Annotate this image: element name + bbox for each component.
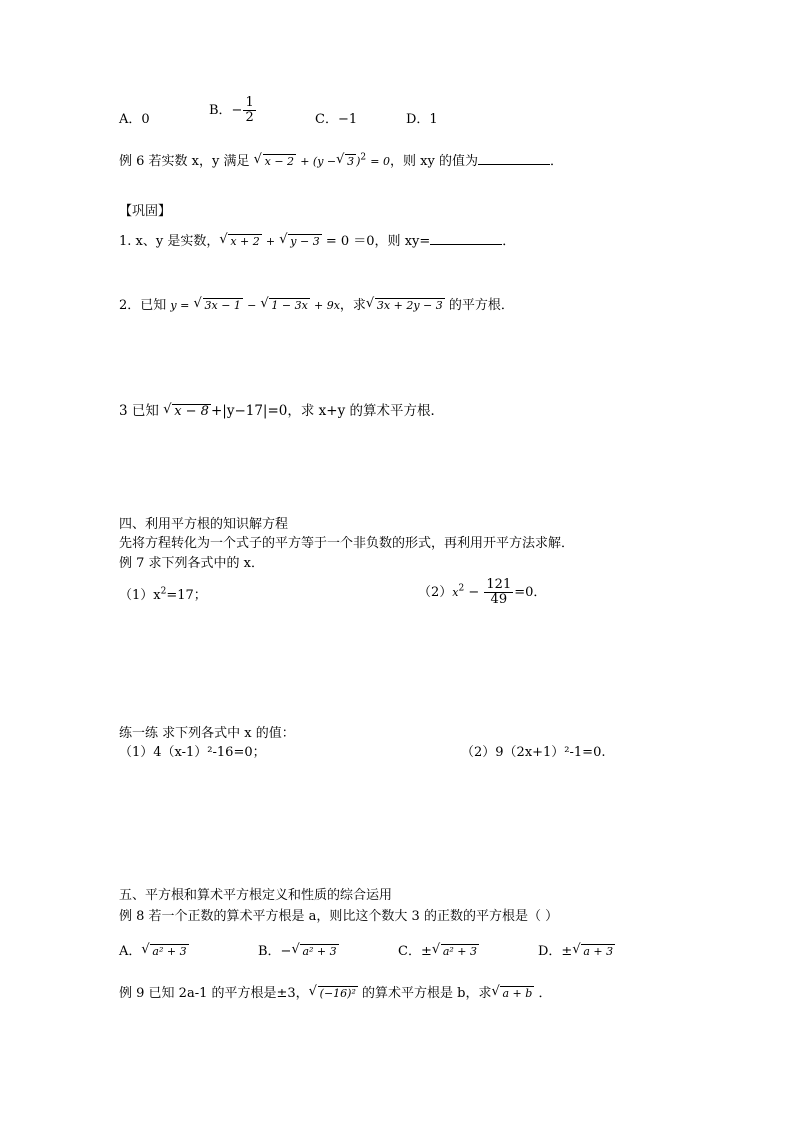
var-x: x xyxy=(452,586,459,599)
sqrt-expression xyxy=(291,944,338,959)
ex9-end: ． xyxy=(538,986,552,1001)
ex8-option-d xyxy=(538,940,615,959)
expr-part: + (y − xyxy=(300,155,337,168)
sqrt-expression xyxy=(279,234,321,249)
c3-tail: +|y−17|=0，求 x+y 的算术平方根． xyxy=(210,403,445,419)
c1-eq: = 0 ＝0，则 xy= xyxy=(325,234,431,249)
example-8: 例 8 若一个正数的算术平方根是 a，则比这个数大 3 的正数的平方根是（ ） xyxy=(119,909,559,924)
section-5-title: 五、平方根和算术平方根定义和性质的综合运用 xyxy=(119,888,393,903)
period: ． xyxy=(549,154,563,169)
expr-part: ) xyxy=(356,155,361,168)
section-heading-consolidate: 【巩固】 xyxy=(119,204,172,219)
radicand: a + 3 xyxy=(583,945,614,958)
answer-blank[interactable] xyxy=(430,232,502,245)
sqrt-expression xyxy=(219,234,261,249)
radicand: a + b xyxy=(502,987,533,1000)
y-equals: y = xyxy=(170,299,190,312)
plus-term: + 9x xyxy=(313,299,340,312)
example-6 xyxy=(119,152,563,171)
radicand: 3x + 2y − 3 xyxy=(376,299,443,312)
fraction-numerator: 121 xyxy=(486,577,512,592)
sqrt-expression xyxy=(432,944,479,959)
fraction-denominator: 49 xyxy=(490,592,508,607)
radicand: a² + 3 xyxy=(442,945,478,958)
sqrt-expression xyxy=(194,298,243,313)
part-1-lead: （1）x xyxy=(119,588,161,603)
section-4-title: 四、利用平方根的知识解方程 xyxy=(119,517,289,532)
practice-part-1: （1）4（x-1）²-16=0； xyxy=(119,745,266,760)
example-6-lead: 例 6 若实数 x，y 满足 xyxy=(119,154,250,169)
radicand: (−16)² xyxy=(319,987,356,1000)
option-b xyxy=(209,96,257,125)
equals-zero: = 0 xyxy=(370,155,391,168)
fraction-denominator: 2 xyxy=(245,110,254,125)
option-d: D．1 xyxy=(406,112,438,127)
superscript: 2 xyxy=(360,152,367,163)
option-label: B．− xyxy=(258,944,292,959)
section-4-description: 先将方程转化为一个式子的平方等于一个非负数的形式，再利用开平方法求解． xyxy=(119,536,575,551)
c2-mid: ，求 xyxy=(339,298,366,313)
radicand: y − 3 xyxy=(290,235,320,248)
option-label: D．± xyxy=(538,944,573,959)
minus-sign: − xyxy=(247,299,257,312)
option-label: C．± xyxy=(398,944,432,959)
part-1-tail: =17； xyxy=(166,588,207,603)
radicand: 1 − 3x xyxy=(271,299,308,312)
sqrt-expression xyxy=(260,298,309,313)
minus-sign: − xyxy=(464,585,480,600)
ex8-option-a xyxy=(119,940,189,959)
part-2-tail: =0． xyxy=(514,585,547,600)
practice-title: 练一练 求下列各式中 x 的值： xyxy=(119,726,295,741)
example-7: 例 7 求下列各式中的 x． xyxy=(119,556,264,571)
superscript: 2 xyxy=(160,586,167,597)
sqrt-expression xyxy=(336,154,356,169)
ex9-lead: 例 9 已知 2a-1 的平方根是±3， xyxy=(119,986,309,1001)
radicand: a² + 3 xyxy=(152,945,187,958)
fraction-half xyxy=(243,96,255,125)
ex9-mid: 的算术平方根是 b，求 xyxy=(362,986,492,1001)
c1-lead: 1. x、y 是实数， xyxy=(119,234,220,249)
fraction-121-49 xyxy=(484,578,513,607)
ex8-option-b xyxy=(258,940,339,959)
example-9 xyxy=(119,985,551,1003)
part-2-lead: （2） xyxy=(418,585,453,600)
radicand: x − 2 xyxy=(264,155,295,168)
option-a: A．0 xyxy=(119,112,150,127)
c3-lead: 3 已知 xyxy=(119,403,159,419)
sqrt-expression xyxy=(309,986,358,1001)
radicand: x + 2 xyxy=(230,235,260,248)
c2-end: 的平方根． xyxy=(448,298,514,313)
radicand: a² + 3 xyxy=(302,945,337,958)
plus-sign: + xyxy=(265,235,276,248)
radicand: x − 8 xyxy=(174,404,209,419)
fraction-numerator: 1 xyxy=(245,95,254,110)
consolidate-2 xyxy=(119,297,514,315)
example-7-part-2 xyxy=(418,578,546,607)
sqrt-expression xyxy=(366,298,445,313)
practice-part-2: （2）9（2x+1）²-1=0. xyxy=(461,745,606,760)
sqrt-expression xyxy=(254,154,296,169)
superscript: 2 xyxy=(458,583,465,594)
sqrt-expression xyxy=(572,944,615,959)
ex8-option-c xyxy=(398,940,479,959)
option-b-label: B．− xyxy=(209,103,243,118)
answer-blank[interactable] xyxy=(478,152,550,165)
sqrt-expression xyxy=(491,986,534,1001)
sqrt-expression xyxy=(141,944,188,959)
option-label: A． xyxy=(119,944,142,959)
radicand: 3 xyxy=(347,155,355,168)
consolidate-1 xyxy=(119,232,515,251)
option-c: C．−1 xyxy=(315,112,358,127)
radicand: 3x − 1 xyxy=(204,299,241,312)
c2-lead: 2．已知 xyxy=(119,298,167,313)
period: ． xyxy=(502,234,516,249)
example-6-question: ，则 xy 的值为 xyxy=(390,154,478,169)
example-7-part-1 xyxy=(119,587,207,605)
sqrt-expression xyxy=(163,404,211,419)
consolidate-3 xyxy=(119,402,444,420)
